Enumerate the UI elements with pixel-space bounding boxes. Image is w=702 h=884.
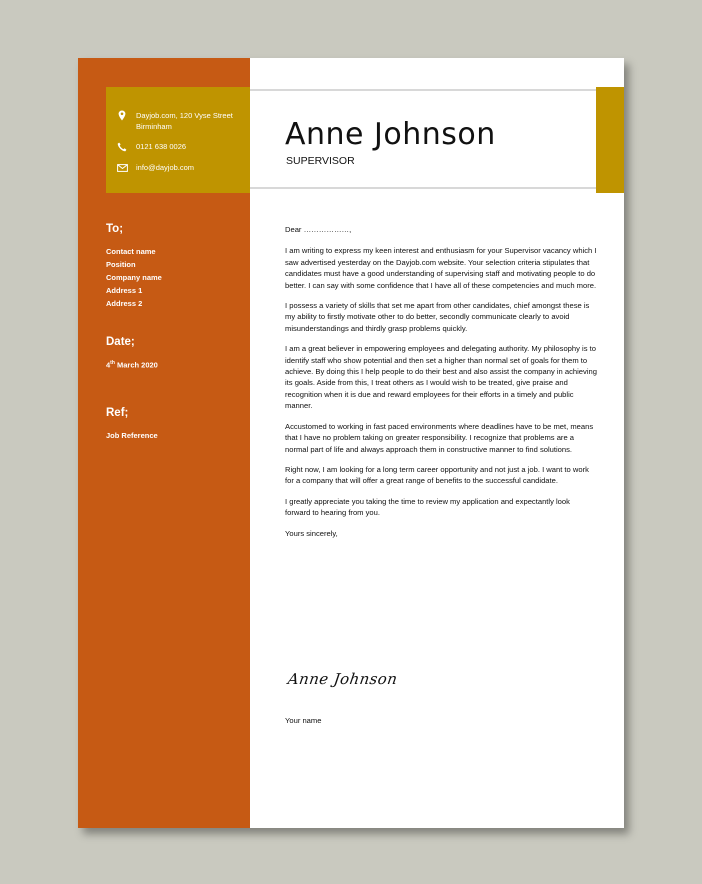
date-suffix: th: [110, 360, 115, 366]
header-bottom-rule: [250, 187, 596, 189]
applicant-name: Anne Johnson: [285, 117, 496, 152]
contact-email-text: info@dayjob.com: [136, 163, 195, 172]
header-accent-bar: [596, 87, 624, 193]
letter-body: [285, 224, 597, 548]
date-value: [106, 357, 158, 372]
cover-letter-page: [78, 58, 624, 828]
to-line: Address 1: [106, 286, 143, 295]
phone-icon: [116, 141, 128, 152]
contact-email: [116, 162, 194, 173]
contact-address: [116, 110, 248, 132]
letter-paragraph: I am a great believer in empowering employees and delegating authority. My philosophy is to identify staff who show potential and then set a higher than normal set of goals for them to achieve. By doing this I help people to do their best and also assist the company in achieving its goals. Aside from this, I treat others as I would wish to be treated, give praise and recognition when it is due and reward employees for their efforts in a timely and public manner.: [285, 344, 597, 411]
letter-paragraph: Right now, I am looking for a long term career opportunity and not just a job. I want to work for a company that will offer a great range of benefits to the successful candidate.: [285, 464, 589, 486]
letter-paragraph: I possess a variety of skills that set me apart from other candidates, chief amongst these is my ability to firstly motivate other to do better, secondly communicate clearly to avoid misunderstandings and thirdly grasp problems quickly.: [285, 301, 590, 333]
date-heading: Date;: [106, 336, 135, 348]
your-name-label: Your name: [285, 716, 322, 725]
to-line: Position: [106, 260, 136, 269]
contact-box: [106, 87, 250, 193]
letter-greeting: Dear ………………,: [285, 225, 352, 234]
header-band: [250, 87, 624, 193]
letter-paragraph: I am writing to express my keen interest and enthusiasm for your Supervisor vacancy which I saw advertised yesterday on the Dayjob.com website. Your selection criteria stipulates that candidates must have a good understanding of supervising staff and motivating people to do better. I can say with some confidence that I have all of these competencies and much more.: [285, 246, 597, 290]
date-day: 4: [106, 360, 111, 370]
to-line: Address 2: [106, 299, 143, 308]
contact-address-text: Dayjob.com, 120 Vyse Street Birminham: [136, 111, 233, 131]
to-heading: To;: [106, 223, 124, 235]
ref-value: Job Reference: [106, 431, 158, 440]
contact-phone: [116, 141, 186, 152]
letter-paragraph: Accustomed to working in fast paced environments where deadlines have to be met, means that I have no problem taking on greater responsibility. I recognize that problems are a normal part of life and always approach them in constructive manner to find solutions.: [285, 421, 594, 454]
contact-phone-text: 0121 638 0026: [136, 142, 187, 151]
letter-closing: Yours sincerely,: [285, 528, 338, 538]
map-pin-icon: [116, 110, 128, 121]
sidebar: [78, 58, 250, 828]
header-top-rule: [250, 89, 596, 91]
signature: Anne Johnson: [286, 670, 399, 688]
to-line: Contact name: [106, 247, 156, 256]
letter-paragraph: I greatly appreciate you taking the time to review my application and expectantly look forward to hearing from you.: [285, 496, 570, 518]
to-line: Company name: [106, 273, 162, 282]
envelope-icon: [116, 162, 128, 173]
date-rest: March 2020: [114, 360, 158, 370]
ref-heading: Ref;: [106, 407, 129, 419]
applicant-title: SUPERVISOR: [286, 155, 355, 167]
